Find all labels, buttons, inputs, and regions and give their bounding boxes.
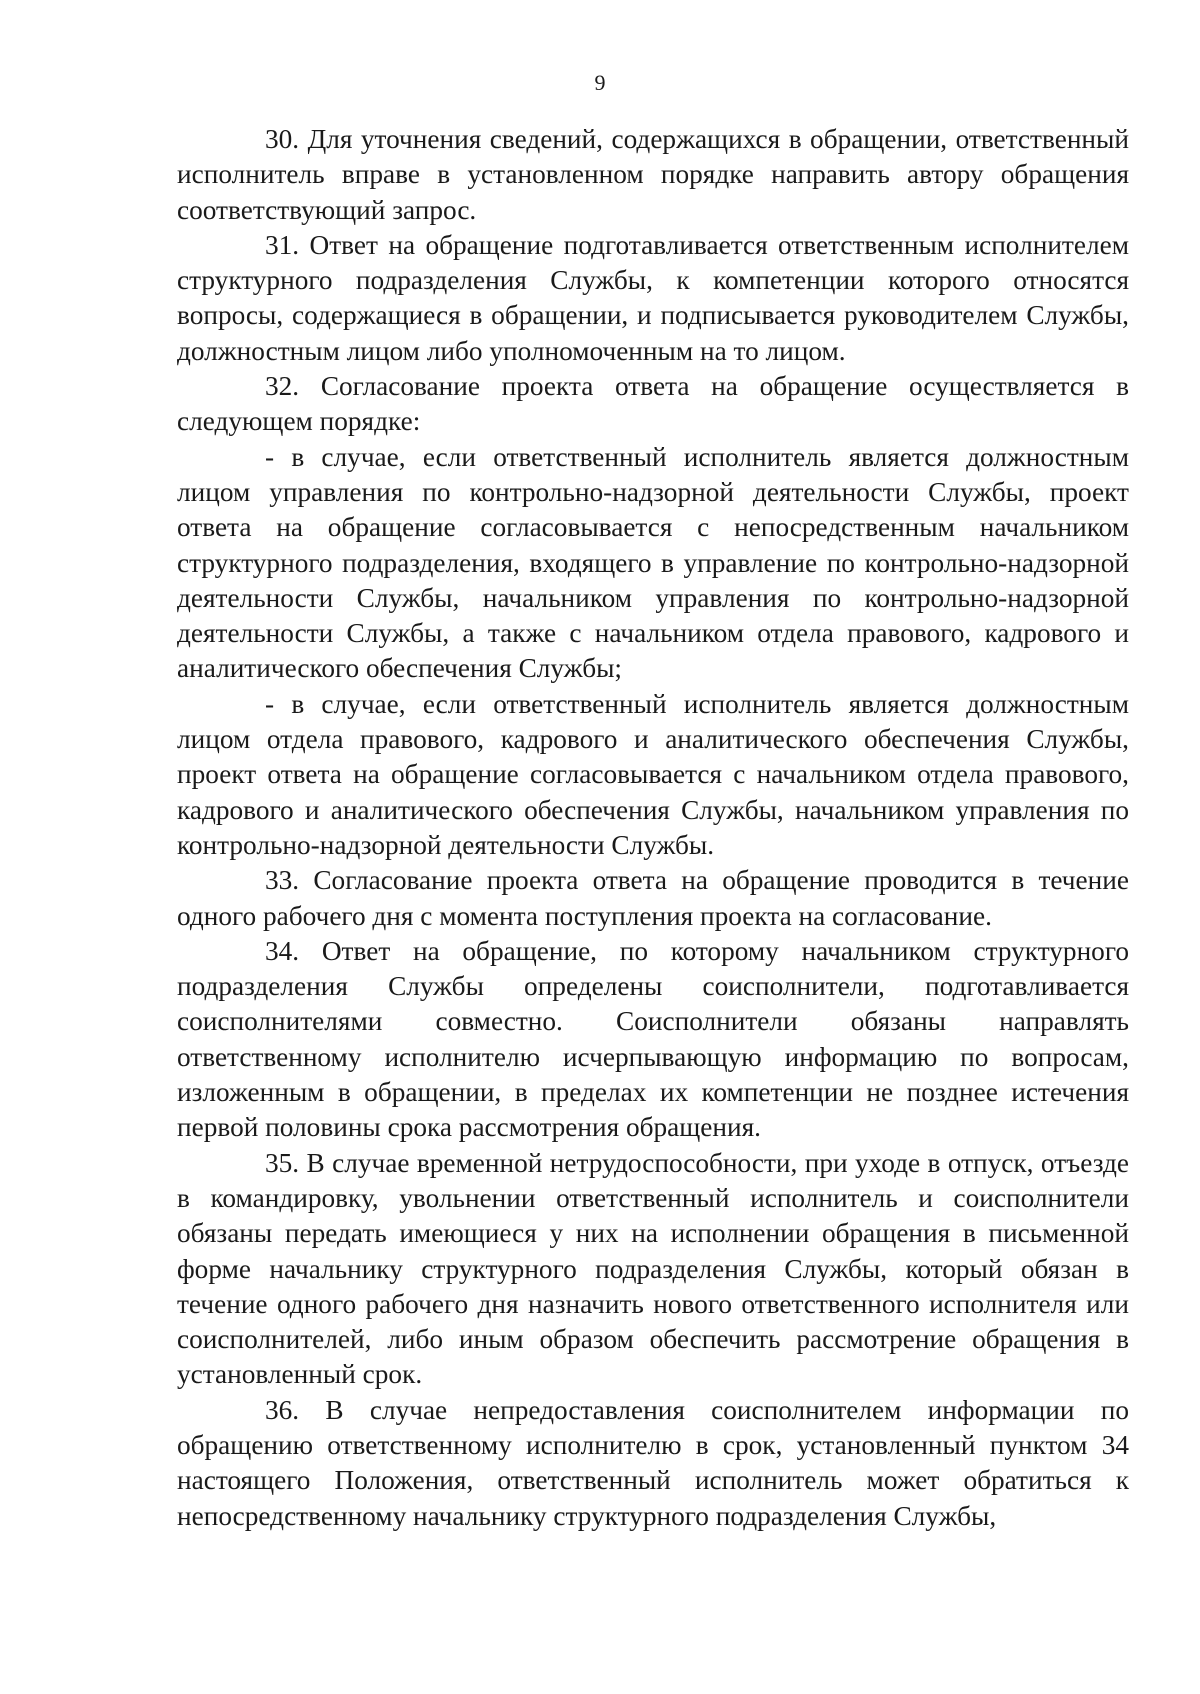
page-number: 9 <box>594 70 606 95</box>
paragraph-33: 33. Согласование проекта ответа на обращение проводится в течение одного рабочего дня с момента поступления проекта на согласование. <box>177 865 1129 931</box>
paragraph-32-item-2: - в случае, если ответственный исполнитель является должностным лицом отдела правового, кадрового и аналитического обеспечения Службы, проект ответа на обращение согласовывается с начальником отдела правового, кадрового и аналитического обеспечения Службы, начальником управления по контрольно-надзорной деятельности Службы. <box>177 688 1129 860</box>
paragraph-32-item-1: - в случае, если ответственный исполнитель является должностным лицом управления по контрольно-надзорной деятельности Службы, проект ответа на обращение согласовывается с непосредственным начальником структурного подразделения, входящего в управление по контрольно-надзорной деятельности Службы, начальником управления по контрольно-надзорной деятельности Службы, а также с начальником отдела правового, кадрового и аналитического обеспечения Службы; <box>177 441 1129 684</box>
document-body <box>177 122 1129 1534</box>
paragraph-36: 36. В случае непредоставления соисполнителем информации по обращению ответственному исполнителю в срок, установленный пунктом 34 настоящего Положения, ответственный исполнитель может обратиться к непосредственному начальнику структурного подразделения Службы, <box>177 1394 1129 1531</box>
paragraph-34: 34. Ответ на обращение, по которому начальником структурного подразделения Службы определены соисполнители, подготавливается соисполнителями совместно. Соисполнители обязаны направлять ответственному исполнителю исчерпывающую информацию по вопросам, изложенным в обращении, в пределах их компетенции не позднее истечения первой половины срока рассмотрения обращения. <box>177 935 1129 1143</box>
paragraph-30: 30. Для уточнения сведений, содержащихся в обращении, ответственный исполнитель вправе в установленном порядке направить автору обращения соответствующий запрос. <box>177 124 1129 225</box>
paragraph-31: 31. Ответ на обращение подготавливается ответственным исполнителем структурного подразделения Службы, к компетенции которого относятся вопросы, содержащиеся в обращении, и подписывается руководителем Службы, должностным лицом либо уполномоченным на то лицом. <box>177 229 1129 366</box>
paragraph-35: 35. В случае временной нетрудоспособности, при уходе в отпуск, отъезде в командировку, увольнении ответственный исполнитель и соисполнители обязаны передать имеющиеся у них на исполнении обращения в письменной форме начальнику структурного подразделения Службы, который обязан в течение одного рабочего дня назначить нового ответственного исполнителя или соисполнителей, либо иным образом обеспечить рассмотрение обращения в установленный срок. <box>177 1147 1129 1390</box>
paragraph-32: 32. Согласование проекта ответа на обращение осуществляется в следующем порядке: <box>177 371 1129 437</box>
